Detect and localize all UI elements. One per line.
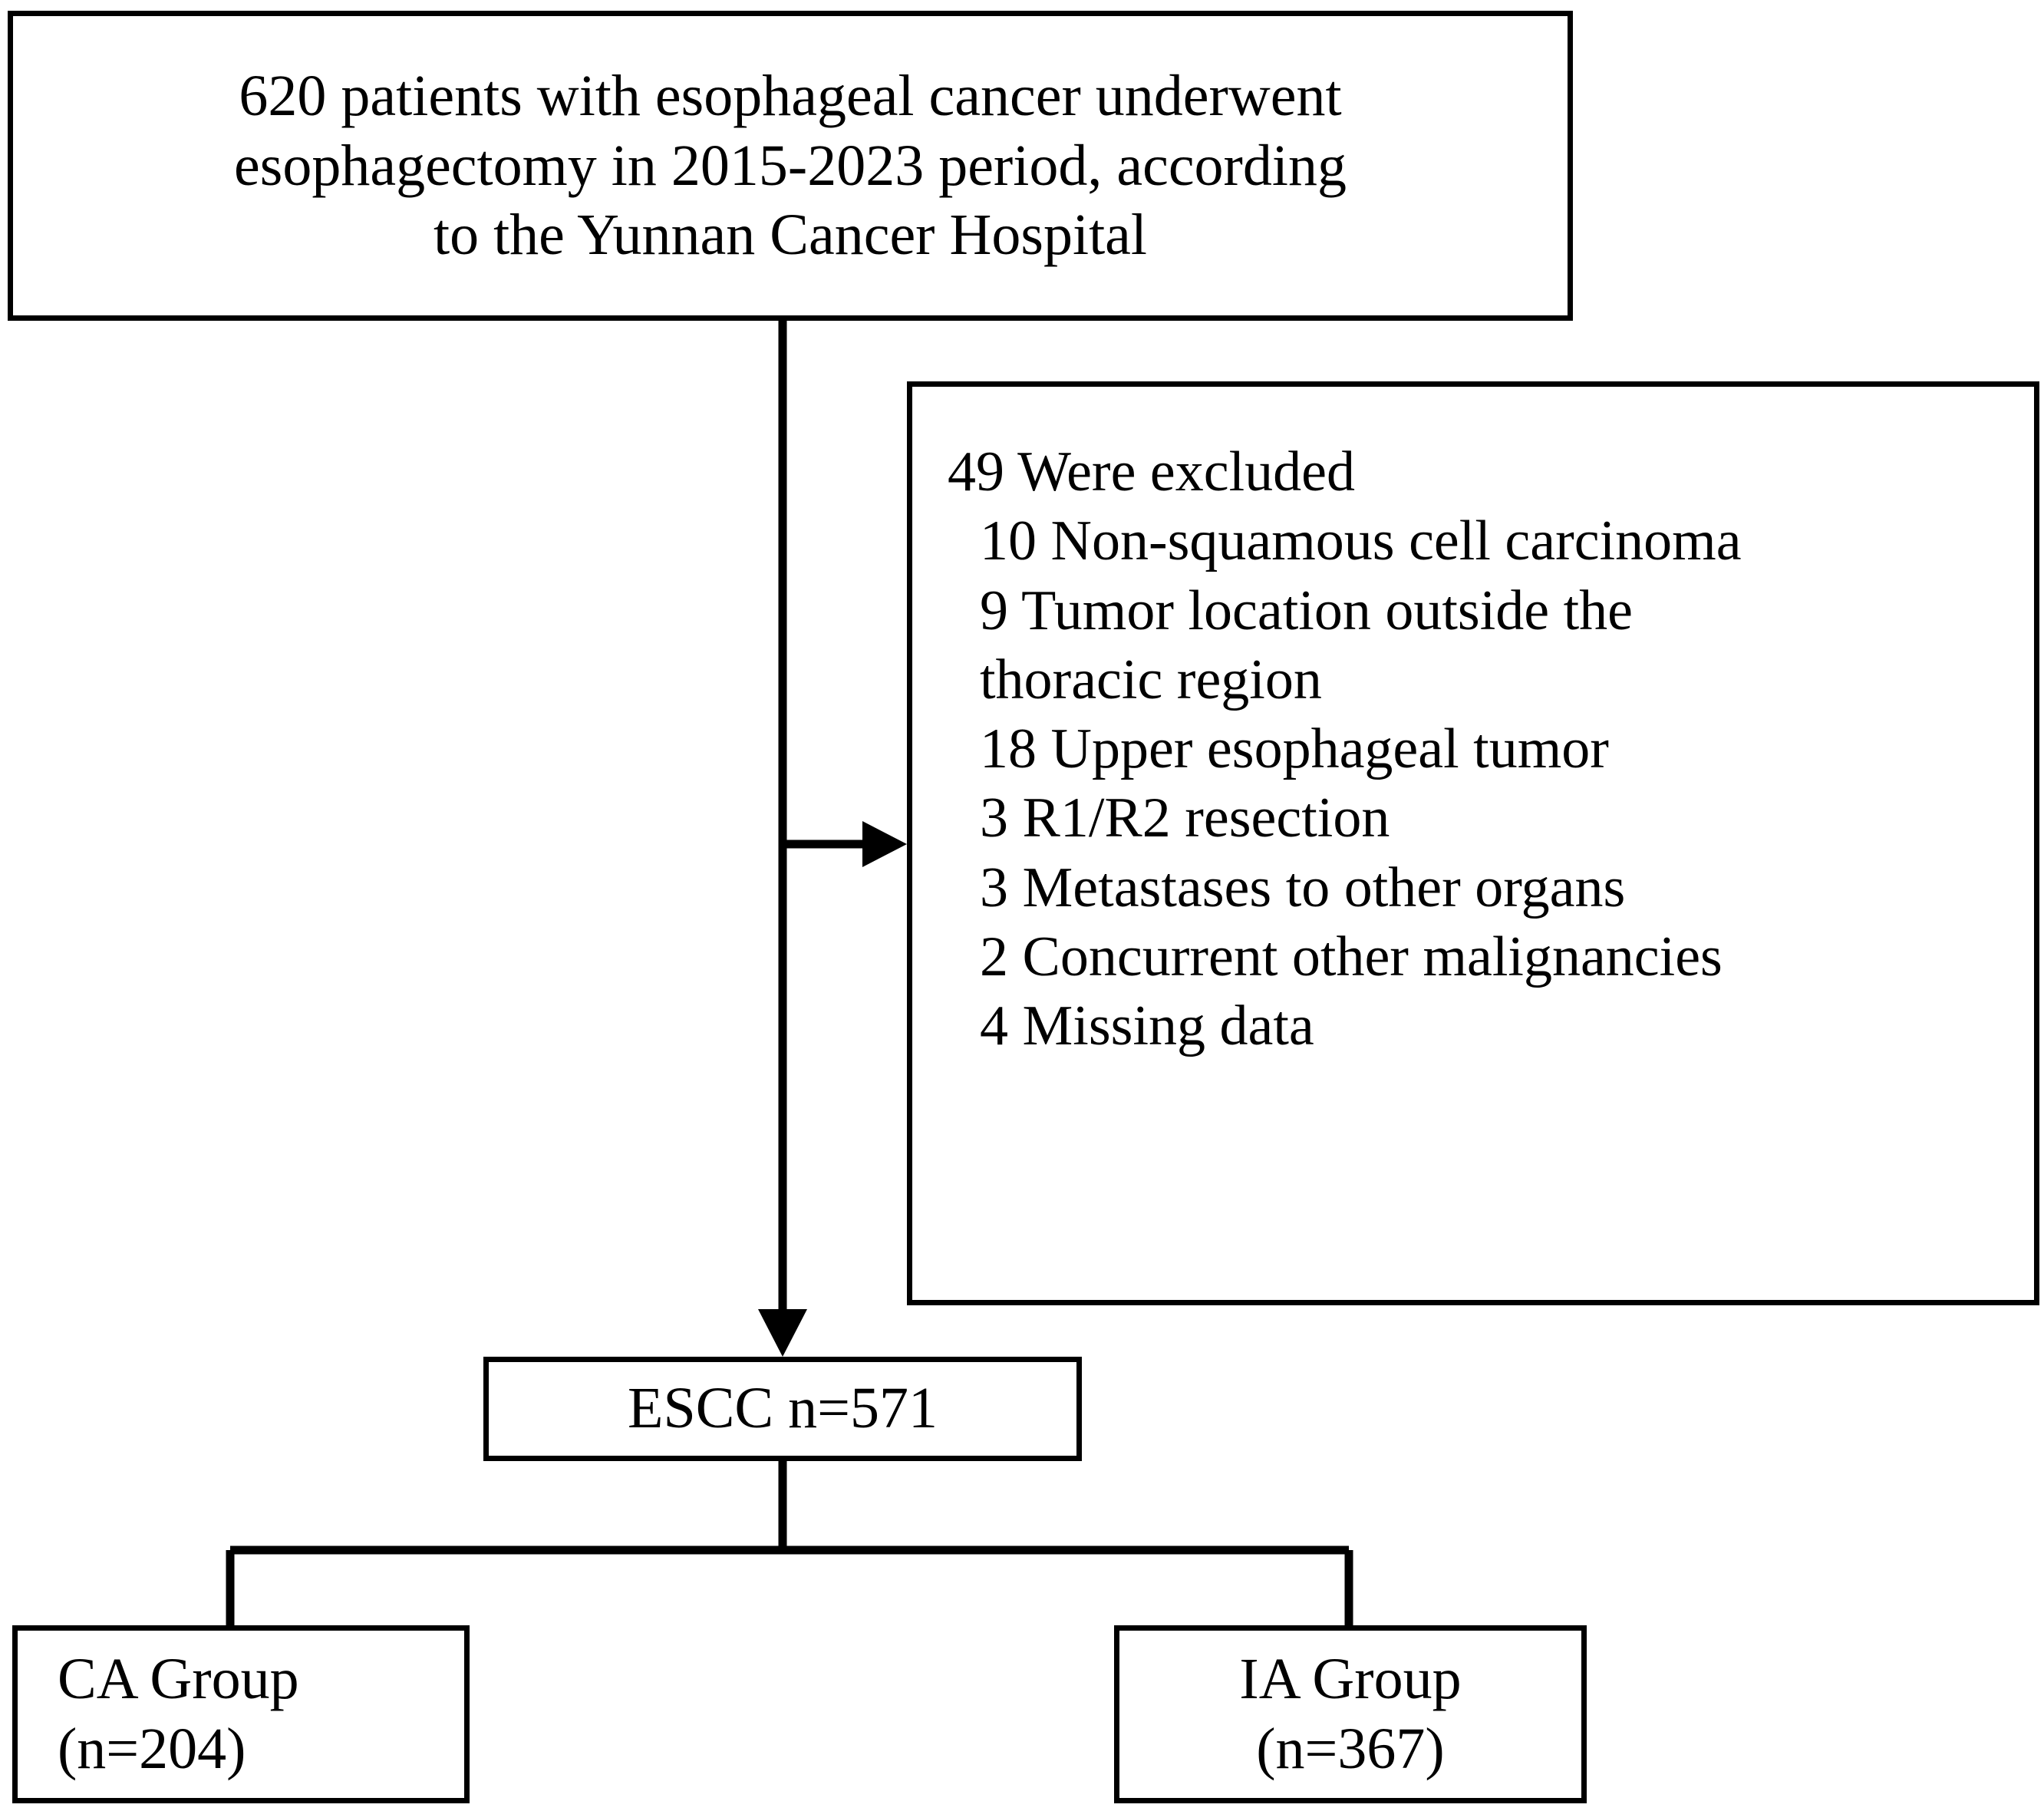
enrolled-line-2: esophagectomy in 2015-2023 period, according xyxy=(234,133,1347,198)
excluded-heading: 49 Were excluded xyxy=(948,440,1356,503)
enrolled-line-3: to the Yunnan Cancer Hospital xyxy=(433,203,1148,268)
enrolled-line-1: 620 patients with esophageal cancer underwent xyxy=(239,64,1342,129)
ca-group-box xyxy=(12,1625,470,1803)
excluded-item-metastases: 3 Metastases to other organs xyxy=(980,856,1626,919)
excluded-item-upper-esophageal: 18 Upper esophageal tumor xyxy=(980,717,1609,781)
ia-group-label: IA Group xyxy=(1239,1646,1462,1711)
excluded-item-missing-data: 4 Missing data xyxy=(980,995,1314,1058)
escc-label: ESCC n=571 xyxy=(628,1376,938,1441)
excluded-item-tumor-location-line1: 9 Tumor location outside the xyxy=(980,579,1633,642)
ca-group-count: (n=204) xyxy=(58,1717,246,1781)
excluded-item-non-squamous: 10 Non-squamous cell carcinoma xyxy=(980,510,1742,573)
escc-cohort-box xyxy=(483,1357,1082,1461)
ca-group-label: CA Group xyxy=(58,1646,299,1711)
excluded-item-tumor-location-line2: thoracic region xyxy=(980,648,1322,711)
excluded-item-r1r2-resection: 3 R1/R2 resection xyxy=(980,787,1390,850)
ia-group-count: (n=367) xyxy=(1256,1717,1445,1781)
ia-group-box xyxy=(1114,1625,1587,1803)
excluded-patients-box xyxy=(907,381,2039,1305)
excluded-item-concurrent-malignancies: 2 Concurrent other malignancies xyxy=(980,925,1723,988)
enrolled-patients-box xyxy=(8,11,1573,321)
